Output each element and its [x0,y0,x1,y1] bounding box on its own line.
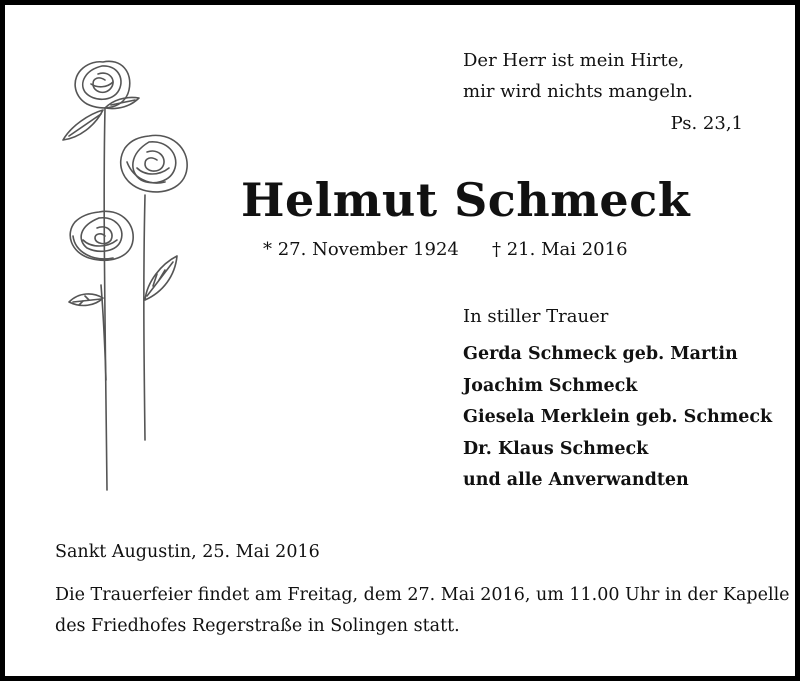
rose-stem-icon [144,195,145,440]
rose-stem-icon [104,108,107,490]
leaf-icon [73,299,101,302]
rose-icon [75,61,130,108]
rose-icon [121,135,187,192]
funeral-line: des Friedhofes Regerstraße in Solingen statt. [55,616,460,636]
leaf-icon [85,296,89,300]
rose-illustration-icon [53,50,203,500]
birth-date: * 27. November 1924 [263,239,459,260]
rose-icon [70,211,133,260]
funeral-info [55,580,790,642]
family-member: Dr. Klaus Schmeck [463,438,649,459]
verse-line-2: mir wird nichts mangeln. [463,81,694,102]
death-date: † 21. Mai 2016 [492,239,628,260]
family-member: Gerda Schmeck geb. Martin [463,344,738,364]
mourning-intro: In stiller Trauer [463,306,609,327]
leaf-icon [69,114,101,136]
family-member: Joachim Schmeck [463,375,638,396]
place-date: Sankt Augustin, 25. Mai 2016 [55,542,320,562]
deceased-name: Helmut Schmeck [241,173,691,227]
family-member: Giesela Merklein geb. Schmeck [463,407,773,427]
verse-line-1: Der Herr ist mein Hirte, [463,50,685,71]
verse-reference: Ps. 23,1 [670,113,743,134]
family-member: und alle Anverwandten [463,470,689,490]
leaf-icon [159,270,165,280]
family-list [463,339,772,497]
funeral-line: Die Trauerfeier findet am Freitag, dem 27. Mai 2016, um 11.00 Uhr in der Kapelle [55,585,790,605]
